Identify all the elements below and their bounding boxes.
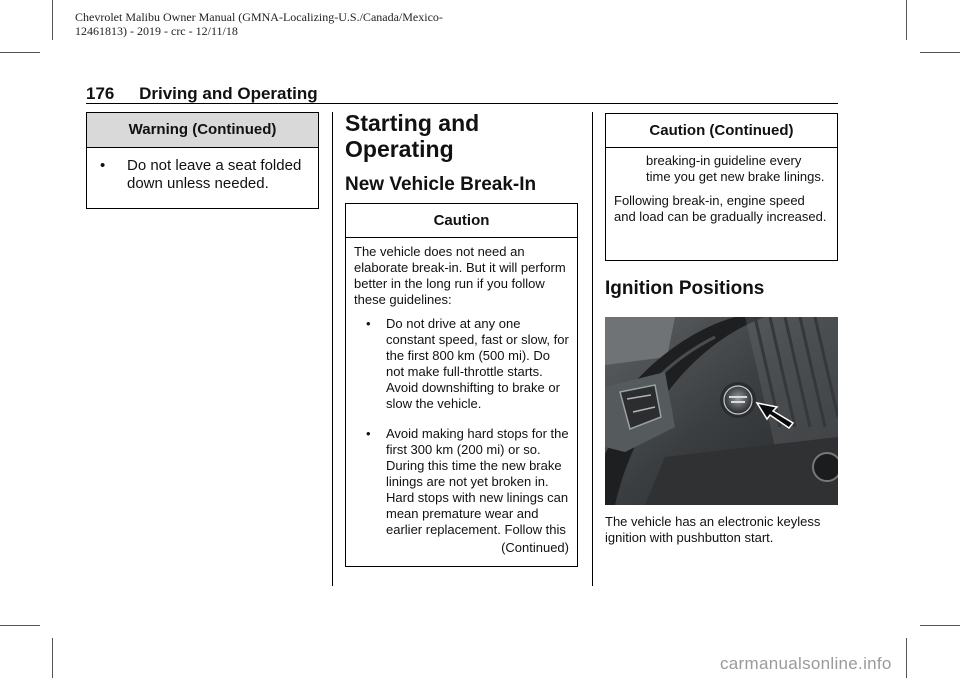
- caution-title: Caution: [346, 204, 577, 238]
- caution-bullet: [354, 316, 569, 412]
- caution-bullet-text: Do not drive at any one constant speed, fast or slow, for the first 800 km (500 mi). Do not make full-throttle starts. Avoid downshifting to brake or slow the vehicle.: [386, 316, 569, 411]
- caution-bullet: [354, 426, 569, 538]
- crop-mark: [920, 52, 960, 53]
- crop-mark: [906, 0, 907, 40]
- section-title: Driving and Operating: [139, 84, 318, 103]
- ignition-heading: Ignition Positions: [605, 278, 765, 299]
- subsection-heading: New Vehicle Break-In: [345, 174, 537, 195]
- watermark: carmanualsonline.info: [720, 654, 892, 673]
- crop-mark: [920, 625, 960, 626]
- caution-continued-text: Following break-in, engine speed and load can be gradually increased.: [614, 193, 827, 224]
- photo-illustration: [605, 317, 838, 505]
- section-heading: Starting and Operating: [345, 110, 480, 162]
- column-divider: [332, 112, 333, 586]
- caution-continued-body: [606, 148, 837, 225]
- document-meta: [75, 10, 443, 38]
- caution-body: [346, 238, 577, 556]
- bullet-mark: •: [100, 157, 106, 174]
- caution-intro: The vehicle does not need an elaborate break-in. But it will perform better in the long run if you follow these guidelines:: [354, 244, 566, 307]
- caution-bullet-text: Avoid making hard stops for the first 300 km (200 mi) or so. During this time the new brake linings are not yet broken in. Hard stops with new linings can mean premature wear and earlier replacement. Follow this: [386, 426, 569, 537]
- bullet-mark: •: [366, 426, 371, 441]
- page-number: 176: [86, 84, 115, 103]
- warning-box: [86, 112, 319, 209]
- continued-label: (Continued): [501, 540, 569, 555]
- running-head: [86, 84, 596, 104]
- bullet-mark: •: [366, 316, 371, 331]
- column-divider: [592, 112, 593, 586]
- crop-mark: [52, 0, 53, 40]
- caution-box: [345, 203, 578, 567]
- warning-text: Do not leave a seat folded down unless needed.: [127, 157, 302, 192]
- document-meta-line2: 12461813) - 2019 - crc - 12/11/18: [75, 24, 238, 38]
- crop-mark: [0, 52, 40, 53]
- document-meta-line1: Chevrolet Malibu Owner Manual (GMNA-Localizing-U.S./Canada/Mexico-: [75, 10, 443, 24]
- warning-bullet: [87, 148, 318, 193]
- crop-mark: [906, 638, 907, 678]
- crop-mark: [0, 625, 40, 626]
- header-rule: [86, 103, 838, 104]
- warning-title: Warning (Continued): [87, 113, 318, 148]
- continued-bullet-text: breaking-in guideline every time you get new brake linings.: [646, 153, 825, 184]
- push-button-start-photo: [605, 317, 838, 505]
- ignition-description: The vehicle has an electronic keyless ignition with pushbutton start.: [605, 514, 821, 545]
- caution-continued-title: Caution (Continued): [606, 114, 837, 148]
- crop-mark: [52, 638, 53, 678]
- caution-continued-box: [605, 113, 838, 261]
